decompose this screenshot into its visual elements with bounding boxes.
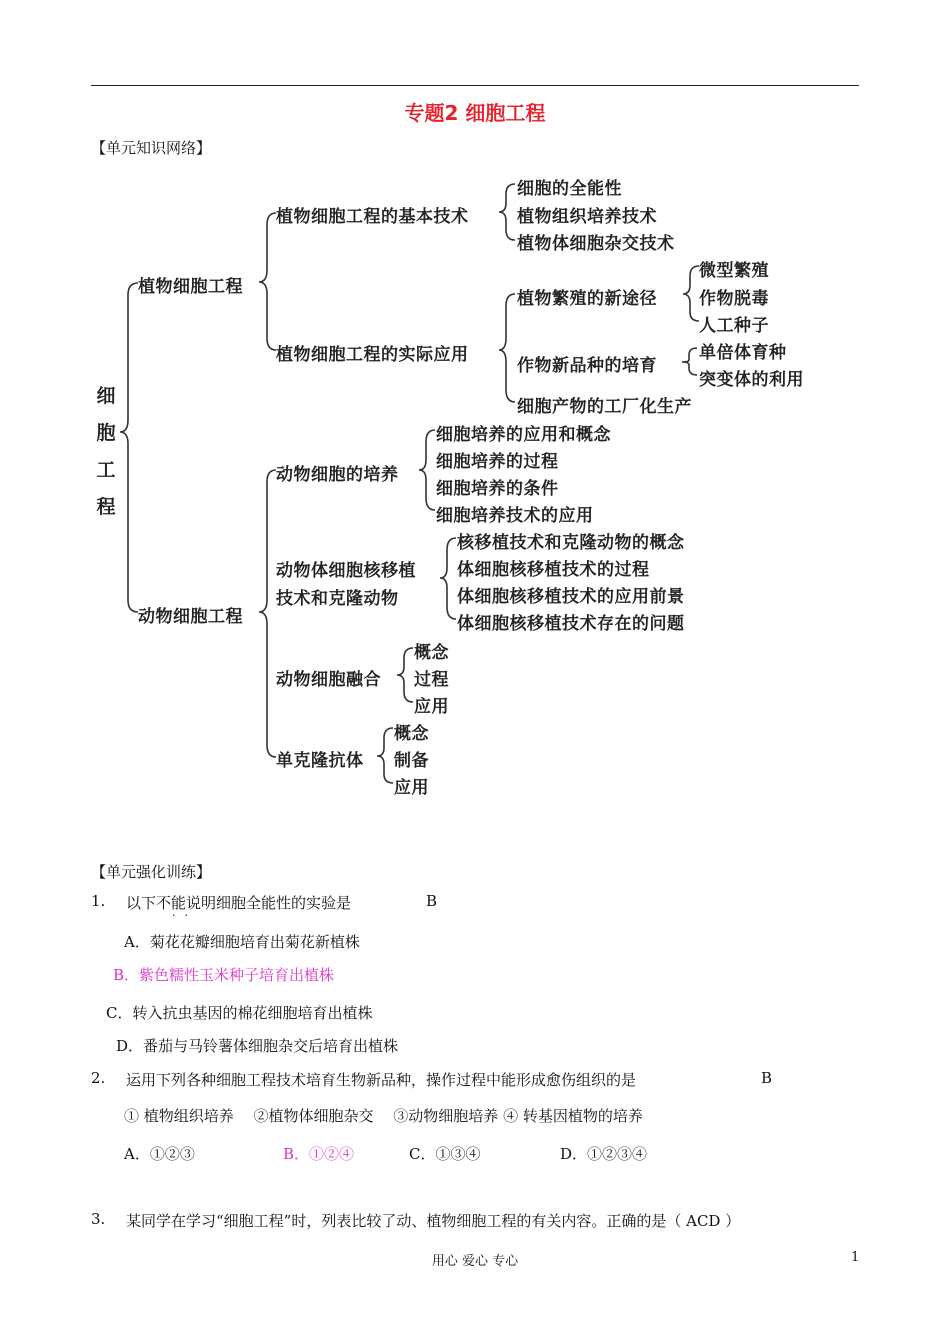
map-antibody-item: 概念 [394, 724, 429, 744]
option-highlighted: B．紫色糯性玉米种子培育出植株 [113, 966, 335, 984]
map-breeding-label: 作物新品种的培育 [517, 356, 657, 376]
map-basic-item: 细胞的全能性 [517, 179, 622, 199]
question-stem: 某同学在学习“细胞工程”时，列表比较了动、植物细胞工程的有关内容。正确的是（ ACD ） [126, 1212, 741, 1230]
section-network-heading: 【单元知识网络】 [91, 139, 212, 157]
map-basic-item: 植物体细胞杂交技术 [517, 234, 675, 254]
option: A．菊花花瓣细胞培育出菊花新植株 [124, 933, 360, 951]
emphasis-dots: ·· [172, 909, 197, 922]
section-training-heading: 【单元强化训练】 [91, 863, 212, 881]
question-answer: B [761, 1069, 773, 1087]
map-nuclear-transfer-label: 动物体细胞核移植 [276, 561, 416, 581]
map-propagation-item: 作物脱毒 [699, 289, 769, 309]
map-root-label: 细胞工程 [96, 385, 116, 518]
map-propagation-item: 微型繁殖 [699, 261, 769, 281]
map-culture-item: 细胞培养的过程 [436, 452, 559, 472]
map-fusion-item: 概念 [414, 643, 449, 663]
question-number: 1. [91, 892, 106, 910]
map-propagation-item: 人工种子 [699, 316, 769, 336]
page-title: 专题2 细胞工程 [404, 101, 546, 125]
footer-slogan: 用心 爱心 专心 [431, 1254, 519, 1269]
question-statement: ① 植物组织培养 ②植物体细胞杂交 ③动物细胞培养 ④ 转基因植物的培养 [124, 1107, 643, 1125]
map-propagation-label: 植物繁殖的新途径 [517, 289, 657, 309]
map-antibody-item: 制备 [394, 751, 429, 771]
question-stem: 以下不能说明细胞全能性的实验是 [126, 894, 352, 912]
question-number: 2. [91, 1069, 106, 1087]
option: C．①③④ [409, 1145, 481, 1163]
map-plant-application-label: 植物细胞工程的实际应用 [276, 345, 469, 365]
map-animal-label: 动物细胞工程 [138, 607, 243, 627]
map-basic-item: 植物组织培养技术 [517, 207, 657, 227]
option: D．①②③④ [560, 1145, 648, 1163]
map-antibody-label: 单克隆抗体 [276, 751, 364, 771]
map-culture-item: 细胞培养的应用和概念 [436, 425, 611, 445]
question-stem: 运用下列各种细胞工程技术培育生物新品种，操作过程中能形成愈伤组织的是 [126, 1071, 637, 1089]
map-culture-item: 细胞培养技术的应用 [436, 506, 594, 526]
option: C．转入抗虫基因的棉花细胞培育出植株 [106, 1004, 373, 1022]
option-highlighted: B．①②④ [283, 1145, 355, 1163]
map-breeding-item: 单倍体育种 [699, 343, 787, 363]
map-fusion-item: 应用 [414, 697, 449, 717]
map-nuclear-item: 核移植技术和克隆动物的概念 [457, 533, 685, 553]
map-nuclear-transfer-label-2: 技术和克隆动物 [276, 589, 399, 609]
map-nuclear-item: 体细胞核移植技术的过程 [457, 560, 650, 580]
map-plant-basic-label: 植物细胞工程的基本技术 [276, 207, 469, 227]
question-number: 3. [91, 1210, 106, 1228]
question-answer: B [426, 892, 438, 910]
map-nuclear-item: 体细胞核移植技术存在的问题 [457, 614, 685, 634]
map-breeding-item: 突变体的利用 [699, 370, 804, 390]
option: D．番茄与马铃薯体细胞杂交后培育出植株 [116, 1037, 399, 1055]
map-culture-label: 动物细胞的培养 [276, 465, 399, 485]
map-nuclear-item: 体细胞核移植技术的应用前景 [457, 587, 685, 607]
map-antibody-item: 应用 [394, 778, 429, 798]
map-production-label: 细胞产物的工厂化生产 [517, 397, 692, 417]
map-fusion-label: 动物细胞融合 [276, 670, 381, 690]
map-culture-item: 细胞培养的条件 [436, 479, 559, 499]
map-plant-label: 植物细胞工程 [138, 277, 243, 297]
page-number: 1 [851, 1250, 860, 1265]
option: A．①②③ [124, 1145, 195, 1163]
map-fusion-item: 过程 [414, 670, 449, 690]
